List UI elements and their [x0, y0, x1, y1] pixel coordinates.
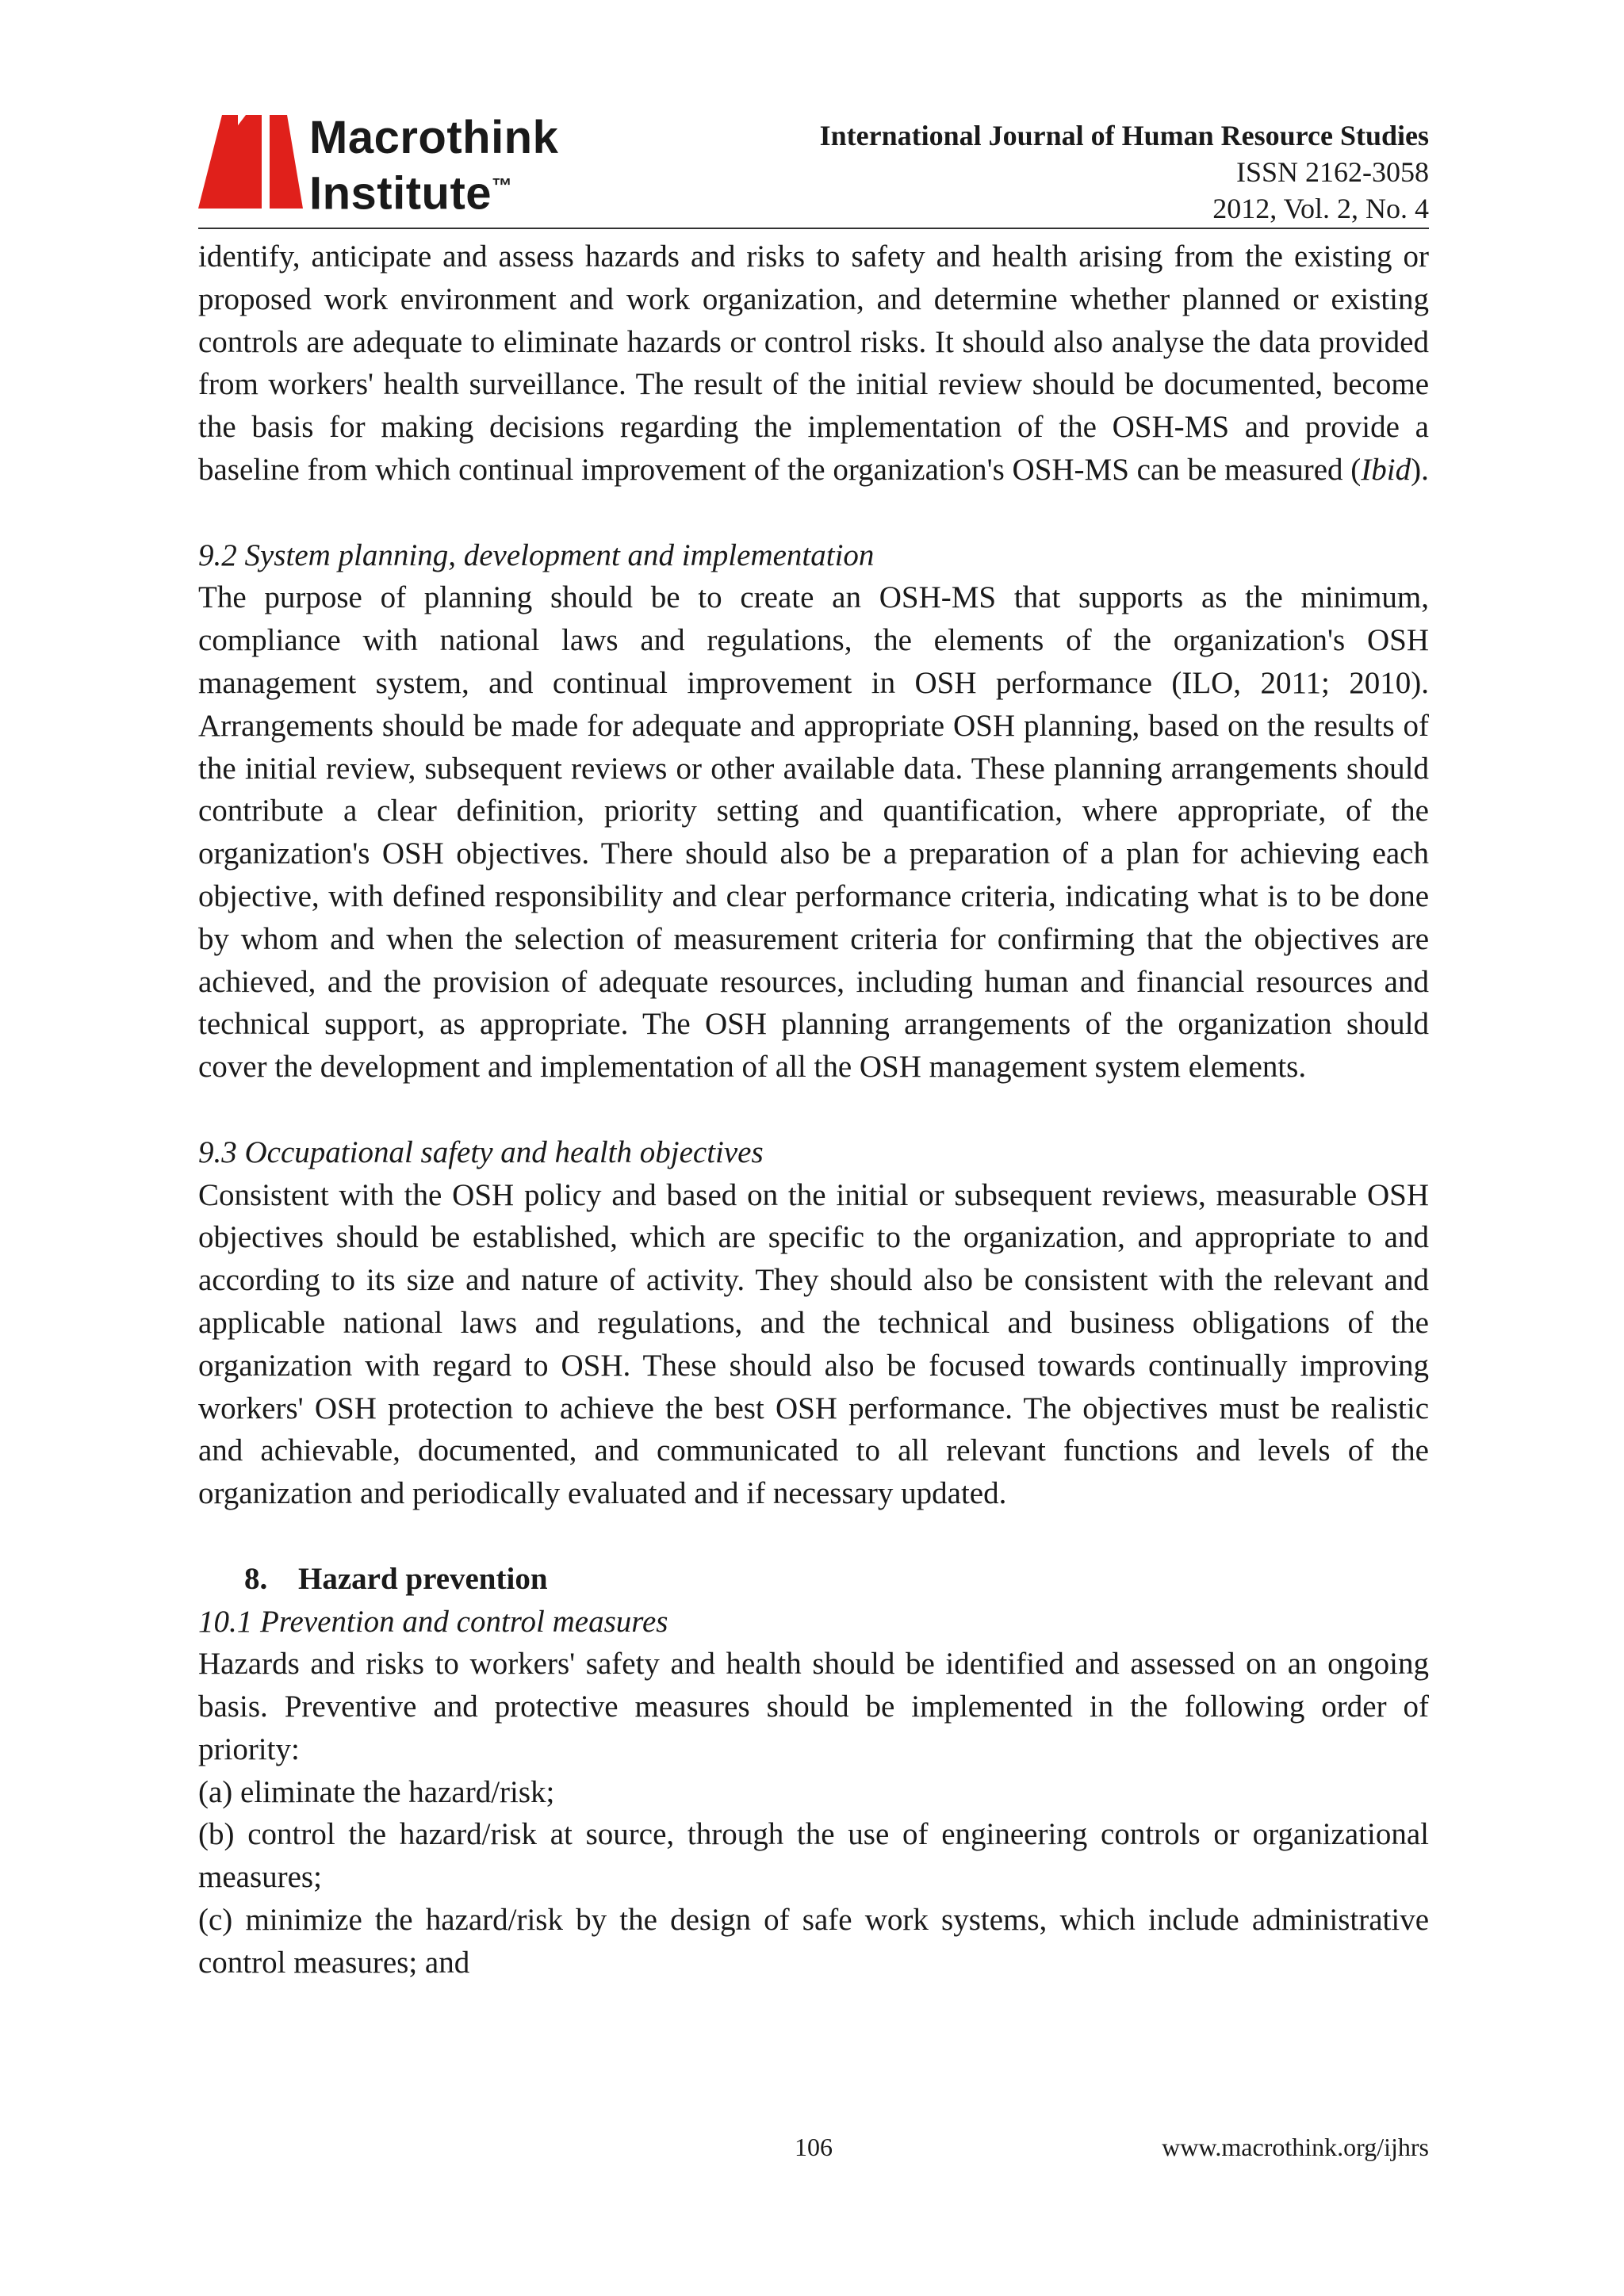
list-item-a: (a) eliminate the hazard/risk; [198, 1774, 555, 1809]
ibid-citation: Ibid [1361, 452, 1411, 487]
trademark-symbol: ™ [492, 174, 513, 197]
publisher-logo [198, 112, 626, 220]
logo-line-institute [309, 163, 558, 220]
logo-wordmark [309, 112, 559, 220]
paragraph-planning: The purpose of planning should be to create an OSH-MS that supports as the minimum, compliance with national laws and regulations, the elements of the organization's OSH management system, and continual improvement in OSH performance (ILO, 2011; 2010). Arrangements should be made for adequate and appropriate OSH planning, based on the results of the initial review, subsequent reviews or other available data. These planning arrangements should contribute a clear definition, priority setting and quantification, where appropriate, of the organization's OSH objectives. There should also be a preparation of a plan for achieving each objective, with defined responsibility and clear performance criteria, indicating what is to be done by whom and when the selection of measurement criteria for confirming that the objectives are achieved, and the provision of adequate resources, including human and financial resources and technical support, as appropriate. The OSH planning arrangements of the organization should cover the development and implementation of all the OSH management system elements. [198, 580, 1429, 1085]
page-body [198, 235, 1429, 1984]
list-item-c: (c) minimize the hazard/risk by the design of safe work systems, which include administrative control measures; and [198, 1903, 1429, 1980]
running-header [820, 117, 1429, 227]
paragraph-hazards: Hazards and risks to workers' safety and health should be identified and assessed on an ongoing basis. Preventive and protective measures should be implemented in the following order of priority: [198, 1647, 1429, 1766]
logo-institute-text: Institute [309, 167, 492, 220]
paragraph-text: identify, anticipate and assess hazards and risks to safety and health arising from the existing or proposed work environment and work organization, and determine whether planned or existing controls are adequate to eliminate hazards or control risks. It should also analyse the data provided from workers' health surveillance. The result of the initial review should be documented, become the basis for making decisions regarding the implementation of the OSH-MS and provide a baseline from which continual improvement of the organization's OSH-MS can be measured ( [198, 239, 1429, 487]
section-title: Hazard prevention [298, 1561, 548, 1596]
journal-title: International Journal of Human Resource Studies [819, 120, 1429, 151]
section-heading-9-3: 9.3 Occupational safety and health objectives [198, 1135, 764, 1169]
volume-issue: 2012, Vol. 2, No. 4 [1212, 193, 1429, 224]
issn: ISSN 2162-3058 [1235, 156, 1429, 188]
section-heading-hazard-prevention [244, 1558, 1429, 1601]
section-heading-9-2: 9.2 System planning, development and implementation [198, 538, 875, 572]
paragraph-text-end: ). [1411, 452, 1429, 487]
section-heading-10-1: 10.1 Prevention and control measures [198, 1604, 668, 1639]
header-rule [198, 228, 1429, 229]
paragraph-initial-review [198, 235, 1429, 492]
spacer [198, 1089, 1429, 1131]
spacer [198, 492, 1429, 534]
macrothink-logo-icon [198, 115, 303, 209]
logo-line-macrothink: Macrothink [309, 112, 559, 163]
paragraph-objectives: Consistent with the OSH policy and based on the initial or subsequent reviews, measurable OSH objectives should be established, which are specific to the organization, and appropriate to and according to its size and nature of activity. They should also be consistent with the relevant and applicable national laws and regulations, and the technical and business obligations of the organization with regard to OSH. These should also be focused towards continually improving workers' OSH protection to achieve the best OSH performance. The objectives must be realistic and achievable, documented, and communicated to all relevant functions and levels of the organization and periodically evaluated and if necessary updated. [198, 1177, 1429, 1511]
page-number: 106 [795, 2133, 833, 2161]
list-item-b: (b) control the hazard/risk at source, through the use of engineering controls or organizational measures; [198, 1817, 1429, 1895]
spacer [198, 1515, 1429, 1558]
journal-url: www.macrothink.org/ijhrs [1162, 2133, 1429, 2161]
section-number: 8. [244, 1561, 268, 1596]
